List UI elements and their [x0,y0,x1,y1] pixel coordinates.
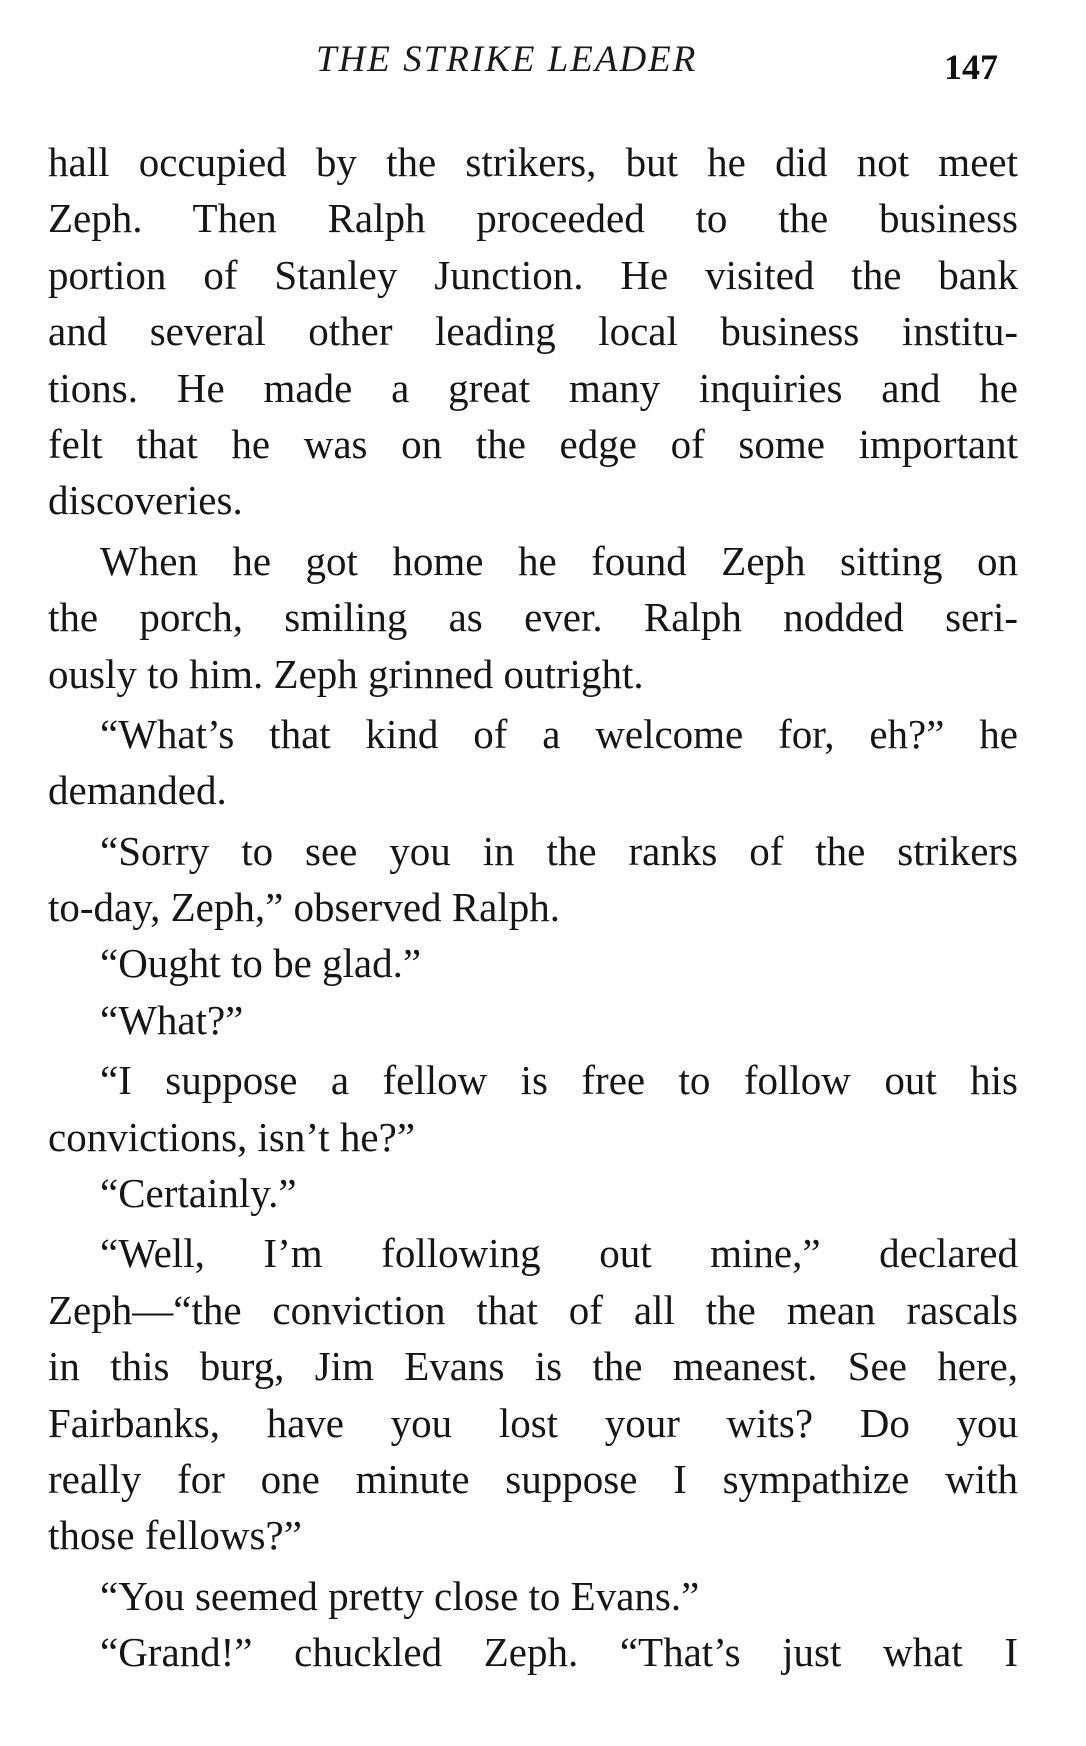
text-line: demanded. [48,767,227,814]
text-line: convictions, isn’t he?” [48,1113,416,1160]
page-number: 147 [944,47,998,87]
text-line: Zeph. Then Ralph proceeded to the business [48,195,1018,242]
text-line: ously to him. Zeph grinned outright. [48,650,644,697]
page-header [0,38,1086,88]
text-line: When he got home he found Zeph sitting on [100,537,1018,584]
body-text [48,134,1018,1681]
text-line: really for one minute suppose I sympathize with [48,1455,1018,1502]
text-line: to-day, Zeph,” observed Ralph. [48,884,560,931]
text-line: “Ought to be glad.” [100,940,422,987]
text-line: Fairbanks, have you lost your wits? Do you [48,1399,1018,1446]
text-line: “You seemed pretty close to Evans.” [100,1572,700,1619]
text-line: tions. He made a great many inquiries and he [48,364,1018,411]
text-line: “Well, I’m following out mine,” declared [100,1230,1018,1277]
text-line: “What?” [100,996,244,1043]
text-line: hall occupied by the strikers, but he did not meet [48,139,1018,185]
text-line: felt that he was on the edge of some important [48,420,1018,467]
text-line: the porch, smiling as ever. Ralph nodded seri- [48,594,1018,641]
text-line: “I suppose a fellow is free to follow out his [100,1057,1018,1104]
text-line: “Grand!” chuckled Zeph. “That’s just what I [100,1629,1018,1676]
text-line: and several other leading local business institu- [48,308,1018,355]
text-line: discoveries. [48,477,243,524]
text-line: in this burg, Jim Evans is the meanest. See here, [48,1343,1018,1390]
text-line: portion of Stanley Junction. He visited the bank [48,251,1018,298]
text-line: “Certainly.” [100,1170,297,1217]
text-line: those fellows?” [48,1512,302,1559]
text-line: Zeph—“the conviction that of all the mean rascals [48,1286,1018,1333]
text-line: “What’s that kind of a welcome for, eh?” he [100,710,1018,757]
text-line: “Sorry to see you in the ranks of the strikers [100,827,1018,874]
running-title: THE STRIKE LEADER [316,39,698,80]
